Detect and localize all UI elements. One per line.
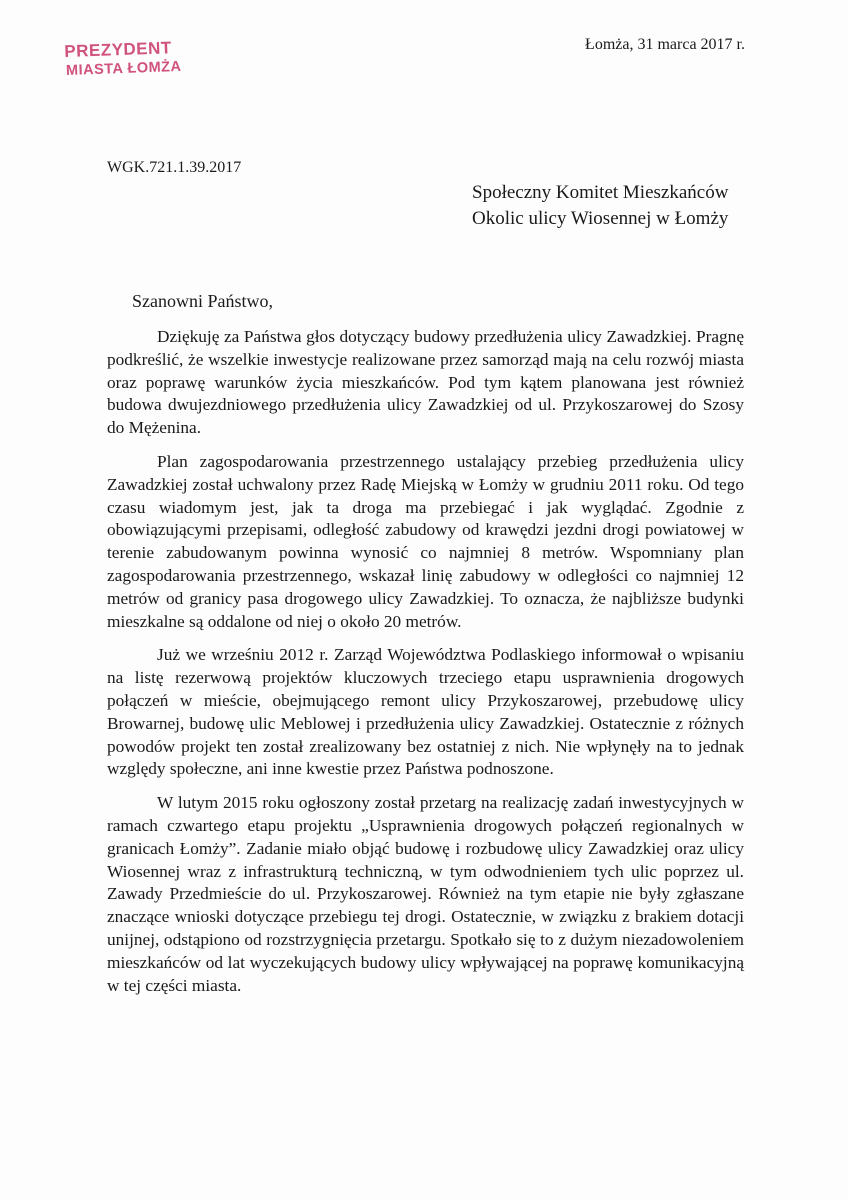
paragraph: Dziękuję za Państwa głos dotyczący budowy przedłużenia ulicy Zawadzkiej. Pragnę podkreślić, że wszelkie inwestycje realizowane przez samorząd mają na celu rozwój miasta oraz poprawę warunków życia mieszkańców. Pod tym kątem planowana jest również budowa dwujezdniowego przedłużenia ulicy Zawadzkiej od ul. Przykoszarowej do Szosy do Mężenina.: [107, 327, 744, 438]
reference-number: WGK.721.1.39.2017: [107, 159, 242, 176]
recipient-line-2: Okolic ulicy Wiosennej w Łomży: [472, 208, 729, 229]
recipient-address: [472, 180, 728, 232]
paragraph: Plan zagospodarowania przestrzennego ustalający przebieg przedłużenia ulicy Zawadzkiej został uchwalony przez Radę Miejską w Łomży w grudniu 2011 roku. Od tego czasu wiadomym jest, jak ta droga ma przebiegać i jak wyglądać. Zgodnie z obowiązującymi przepisami, odległość zabudowy od krawędzi jezdni drogi powiatowej w terenie zabudowanym powinna wynosić co najmniej 8 metrów. Wspomniany plan zagospodarowania przestrzennego, wskazał linię zabudowy w odległości co najmniej 12 metrów od granicy pasa drogowego ulicy Zawadzkiej. To oznacza, że najbliższe budynki mieszkalne są oddalone od niej o około 20 metrów.: [107, 451, 744, 631]
recipient-line-1: Społeczny Komitet Mieszkańców: [472, 182, 729, 203]
salutation: Szanowni Państwo,: [132, 291, 273, 311]
letter-date: Łomża, 31 marca 2017 r.: [585, 36, 745, 53]
letter-body: [107, 326, 744, 1008]
paragraph: W lutym 2015 roku ogłoszony został przetarg na realizację zadań inwestycyjnych w ramach czwartego etapu projektu „Usprawnienia drogowych połączeń regionalnych w granicach Łomży”. Zadanie miało objąć budowę i rozbudowę ulicy Zawadzkiej oraz ulicy Wiosennej wraz z infrastrukturą techniczną, w tym odwodnieniem tych ulic poprzez ul. Zawady Przedmieście do ul. Przykoszarowej. Również na tym etapie nie były zgłaszane znaczące wnioski dotyczące przebiegu tej drogi. Ostatecznie, w związku z brakiem dotacji unijnej, odstąpiono od rozstrzygnięcia przetargu. Spotkało się to z dużym niezadowoleniem mieszkańców od lat wyczekujących budowy ulicy wpływającej na poprawę komunikacyjną w tej części miasta.: [107, 793, 744, 995]
stamp-line-2: MIASTA ŁOMŻA: [65, 58, 182, 79]
stamp-line-1: PREZYDENT: [64, 38, 173, 61]
mayor-stamp: [64, 38, 182, 80]
paragraph: Już we wrześniu 2012 r. Zarząd Województwa Podlaskiego informował o wpisaniu na listę rezerwową projektów kluczowych trzeciego etapu usprawnienia drogowych połączeń w mieście, obejmującego remont ulicy Przykoszarowej, przebudowę ulicy Browarnej, budowę ulic Meblowej i przedłużenia ulicy Zawadzkiej. Ostatecznie z różnych powodów projekt ten został zrealizowany bez ostatniej z nich. Nie wpłynęły na to jednak względy społeczne, ani inne kwestie przez Państwa podnoszone.: [107, 645, 744, 779]
